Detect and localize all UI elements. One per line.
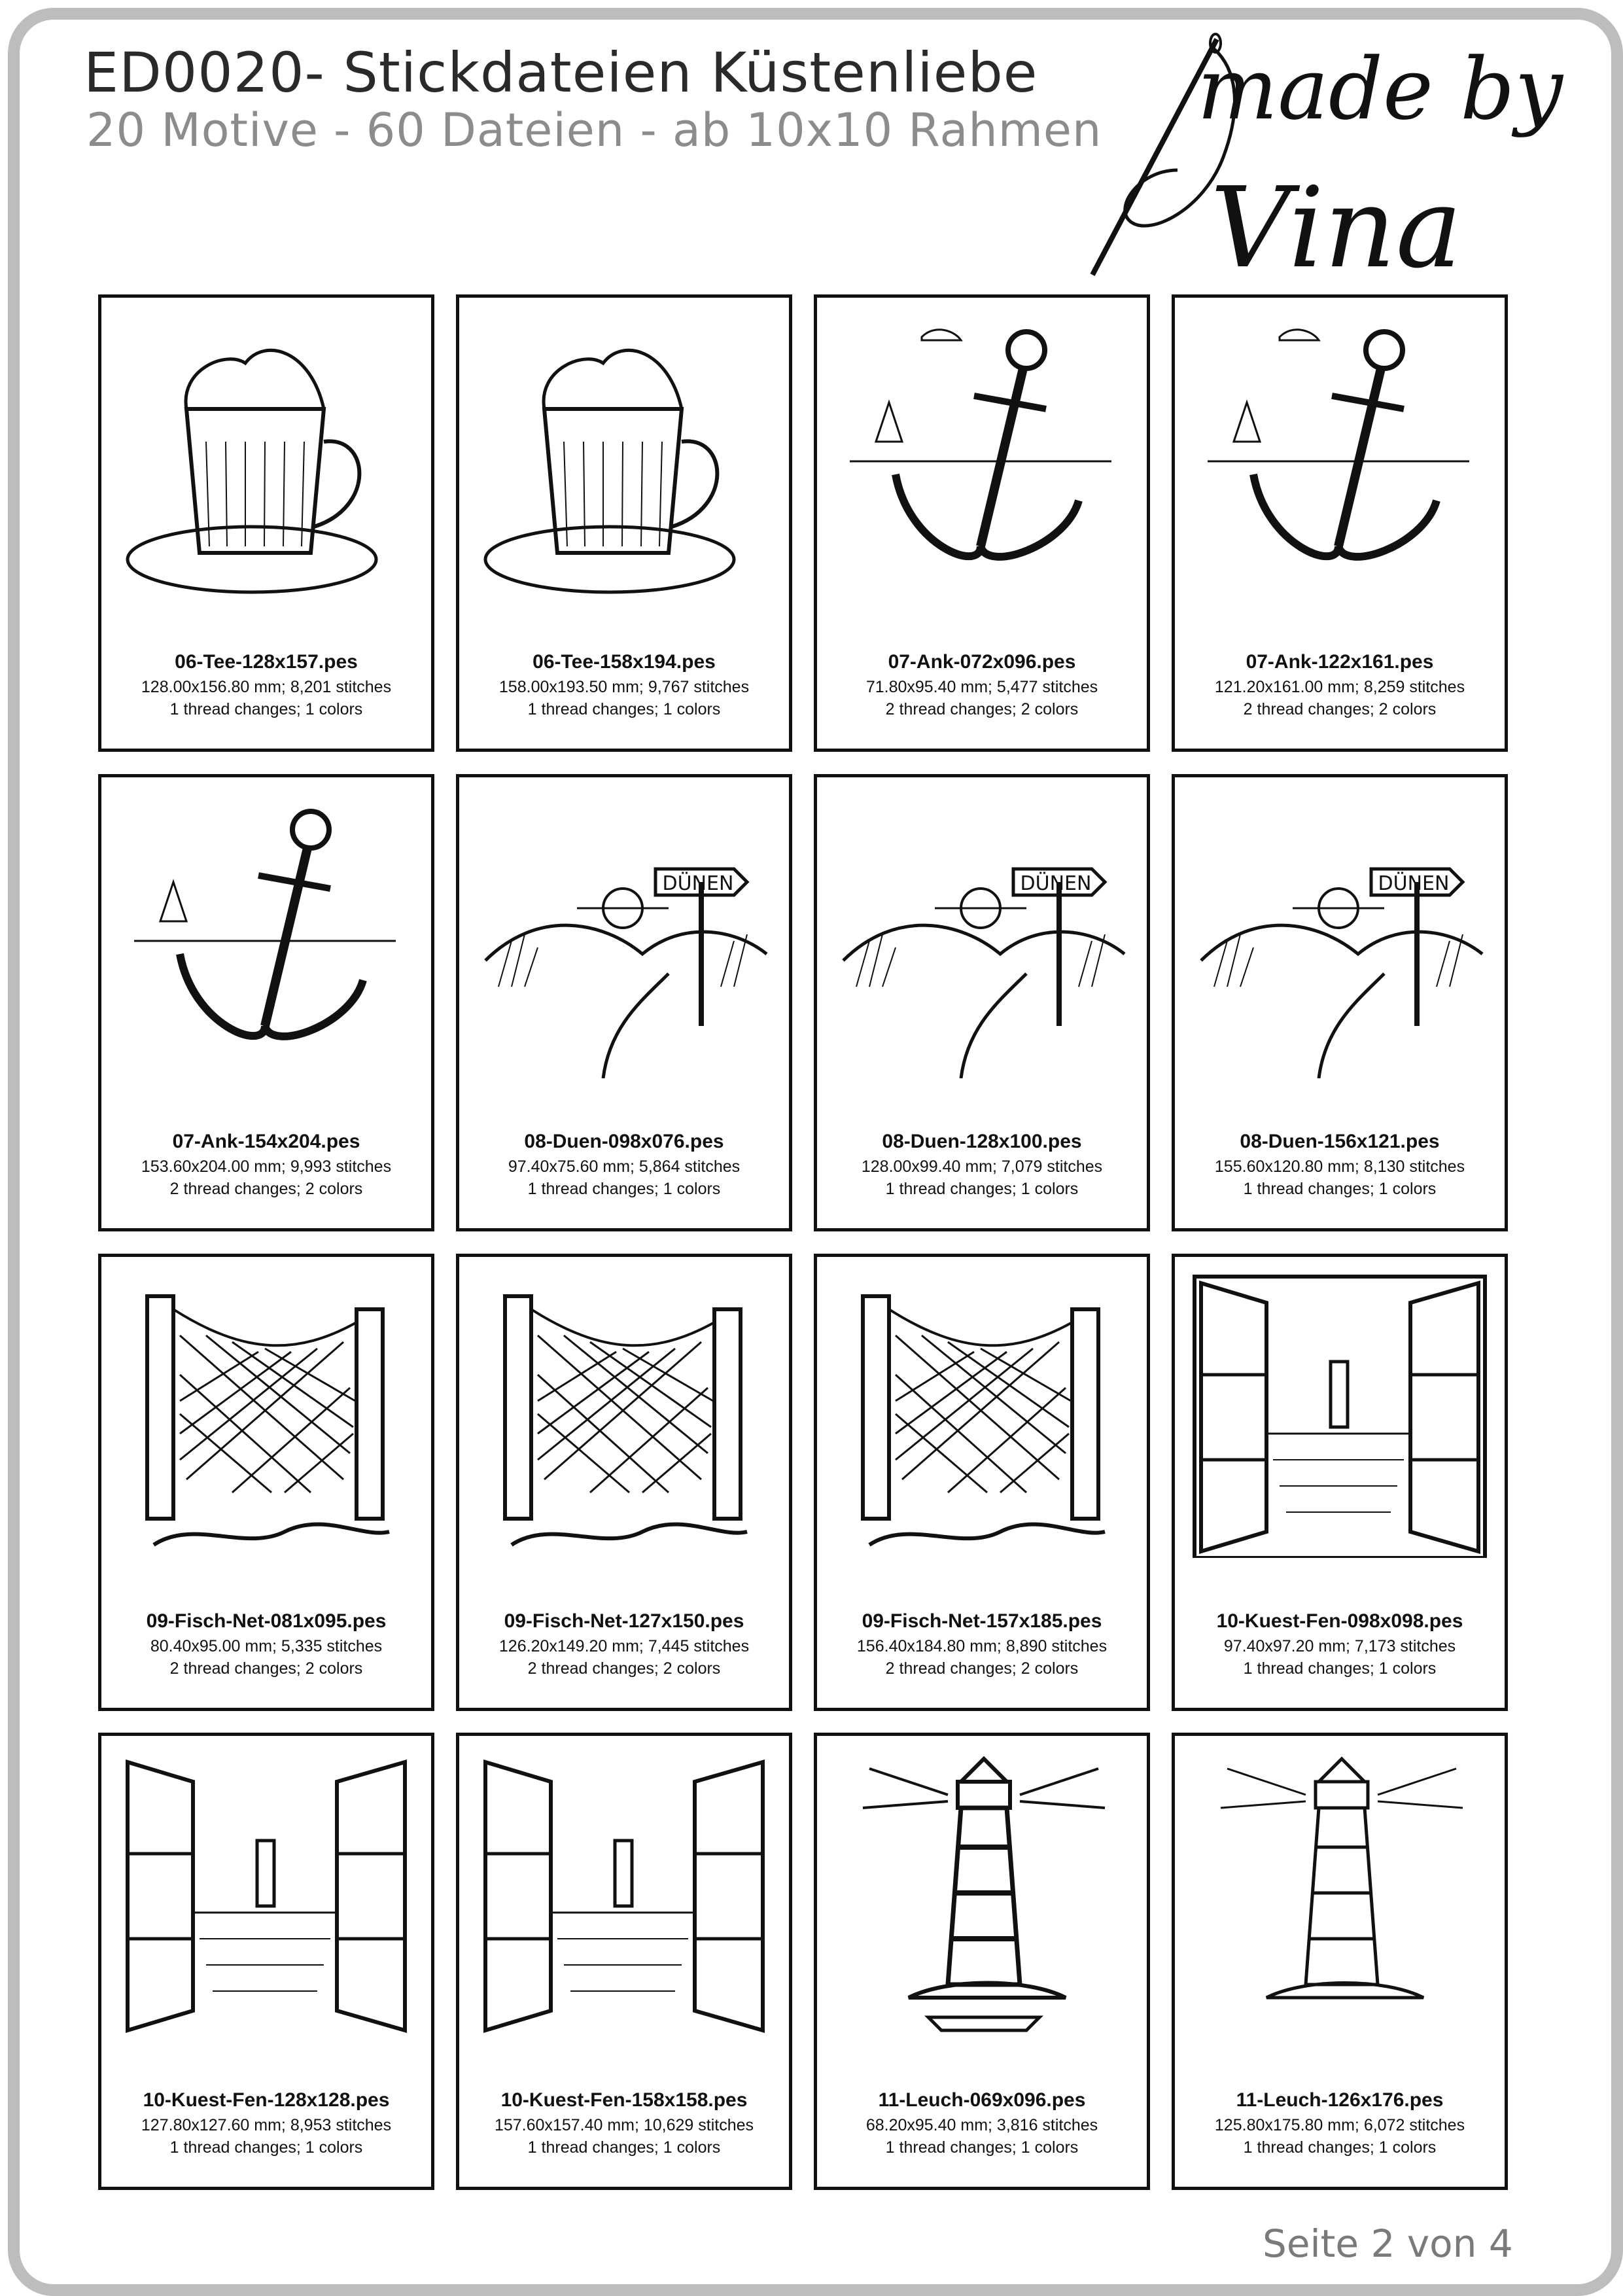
file-name: 11-Leuch-126x176.pes <box>1236 2089 1444 2111</box>
fishing-net-icon <box>114 1270 418 1558</box>
fishing-net-icon <box>472 1270 776 1558</box>
file-name: 07-Ank-072x096.pes <box>888 651 1076 673</box>
thread-changes: 1 thread changes; 1 colors <box>169 2138 363 2157</box>
page-subtitle: 20 Motive - 60 Dateien - ab 10x10 Rahmen <box>86 103 1102 157</box>
motif-card[interactable] <box>456 774 792 1231</box>
file-dimensions: 71.80x95.40 mm; 5,477 stitches <box>865 678 1098 696</box>
brand-logo <box>1053 26 1563 301</box>
thread-changes: 1 thread changes; 1 colors <box>527 2138 721 2157</box>
motif-card[interactable] <box>814 1254 1150 1711</box>
thread-changes: 1 thread changes; 1 colors <box>1243 1659 1437 1678</box>
file-dimensions: 128.00x156.80 mm; 8,201 stitches <box>141 678 392 696</box>
svg-text:DÜNEN: DÜNEN <box>1378 872 1450 895</box>
motif-card[interactable] <box>814 294 1150 752</box>
page-number: Seite 2 von 4 <box>1263 2221 1513 2266</box>
motif-card[interactable] <box>1172 774 1508 1231</box>
thread-changes: 1 thread changes; 1 colors <box>885 2138 1079 2157</box>
file-dimensions: 155.60x120.80 mm; 8,130 stitches <box>1214 1157 1465 1176</box>
file-name: 06-Tee-128x157.pes <box>175 651 358 673</box>
fishing-net-icon <box>830 1270 1134 1558</box>
file-dimensions: 80.40x95.00 mm; 5,335 stitches <box>150 1637 383 1655</box>
window-icon <box>472 1749 776 2037</box>
file-name: 07-Ank-154x204.pes <box>172 1131 360 1152</box>
file-dimensions: 97.40x97.20 mm; 7,173 stitches <box>1223 1637 1456 1655</box>
page-title: ED0020- Stickdateien Küstenliebe <box>84 41 1038 105</box>
lighthouse-icon <box>1188 1749 1492 2037</box>
svg-text:DÜNEN: DÜNEN <box>1020 872 1092 895</box>
thread-changes: 2 thread changes; 2 colors <box>169 1180 363 1198</box>
motif-card[interactable] <box>98 1254 434 1711</box>
thread-changes: 1 thread changes; 1 colors <box>885 1180 1079 1198</box>
svg-text:DÜNEN: DÜNEN <box>662 872 734 895</box>
file-name: 06-Tee-158x194.pes <box>532 651 716 673</box>
file-name: 11-Leuch-069x096.pes <box>878 2089 1086 2111</box>
file-dimensions: 153.60x204.00 mm; 9,993 stitches <box>141 1157 392 1176</box>
file-dimensions: 128.00x99.40 mm; 7,079 stitches <box>861 1157 1103 1176</box>
motif-card[interactable] <box>98 774 434 1231</box>
thread-changes: 2 thread changes; 2 colors <box>1243 700 1437 718</box>
file-name: 10-Kuest-Fen-158x158.pes <box>500 2089 748 2111</box>
file-dimensions: 68.20x95.40 mm; 3,816 stitches <box>865 2116 1098 2134</box>
file-name: 08-Duen-098x076.pes <box>524 1131 724 1152</box>
motif-card[interactable] <box>456 294 792 752</box>
file-name: 08-Duen-128x100.pes <box>882 1131 1082 1152</box>
thread-changes: 1 thread changes; 1 colors <box>1243 2138 1437 2157</box>
file-dimensions: 157.60x157.40 mm; 10,629 stitches <box>494 2116 754 2134</box>
thread-changes: 1 thread changes; 1 colors <box>527 700 721 718</box>
file-dimensions: 156.40x184.80 mm; 8,890 stitches <box>856 1637 1108 1655</box>
window-icon <box>1188 1270 1492 1558</box>
file-dimensions: 97.40x75.60 mm; 5,864 stitches <box>508 1157 741 1176</box>
coffee-cup-icon <box>114 311 418 599</box>
thread-changes: 1 thread changes; 1 colors <box>169 700 363 718</box>
motif-card[interactable] <box>814 1733 1150 2190</box>
motif-card[interactable] <box>1172 294 1508 752</box>
motif-card[interactable] <box>456 1254 792 1711</box>
motif-card[interactable] <box>98 1733 434 2190</box>
file-name: 10-Kuest-Fen-098x098.pes <box>1216 1610 1463 1632</box>
logo-vina: Vina <box>1210 164 1462 293</box>
motif-card[interactable] <box>456 1733 792 2190</box>
file-name: 09-Fisch-Net-157x185.pes <box>862 1610 1102 1632</box>
file-dimensions: 127.80x127.60 mm; 8,953 stitches <box>141 2116 392 2134</box>
file-dimensions: 158.00x193.50 mm; 9,767 stitches <box>498 678 750 696</box>
thread-changes: 2 thread changes; 2 colors <box>885 700 1079 718</box>
dunes-icon <box>830 790 1134 1078</box>
logo-made-by: made by <box>1197 39 1563 139</box>
motif-card[interactable] <box>814 774 1150 1231</box>
file-name: 09-Fisch-Net-081x095.pes <box>146 1610 387 1632</box>
coffee-cup-icon <box>472 311 776 599</box>
file-name: 07-Ank-122x161.pes <box>1246 651 1434 673</box>
dunes-icon <box>1188 790 1492 1078</box>
lighthouse-icon <box>830 1749 1134 2037</box>
thread-changes: 1 thread changes; 1 colors <box>1243 1180 1437 1198</box>
file-name: 09-Fisch-Net-127x150.pes <box>504 1610 744 1632</box>
file-dimensions: 125.80x175.80 mm; 6,072 stitches <box>1214 2116 1465 2134</box>
thread-changes: 2 thread changes; 2 colors <box>169 1659 363 1678</box>
anchor-icon <box>830 311 1134 599</box>
thread-changes: 2 thread changes; 2 colors <box>527 1659 721 1678</box>
window-icon <box>114 1749 418 2037</box>
file-dimensions: 121.20x161.00 mm; 8,259 stitches <box>1214 678 1465 696</box>
anchor-icon <box>114 790 418 1078</box>
dunes-icon <box>472 790 776 1078</box>
thread-changes: 1 thread changes; 1 colors <box>527 1180 721 1198</box>
motif-card[interactable] <box>98 294 434 752</box>
motif-card[interactable] <box>1172 1733 1508 2190</box>
file-dimensions: 126.20x149.20 mm; 7,445 stitches <box>498 1637 750 1655</box>
motif-card[interactable] <box>1172 1254 1508 1711</box>
thread-changes: 2 thread changes; 2 colors <box>885 1659 1079 1678</box>
file-name: 08-Duen-156x121.pes <box>1240 1131 1440 1152</box>
file-name: 10-Kuest-Fen-128x128.pes <box>143 2089 390 2111</box>
anchor-icon <box>1188 311 1492 599</box>
